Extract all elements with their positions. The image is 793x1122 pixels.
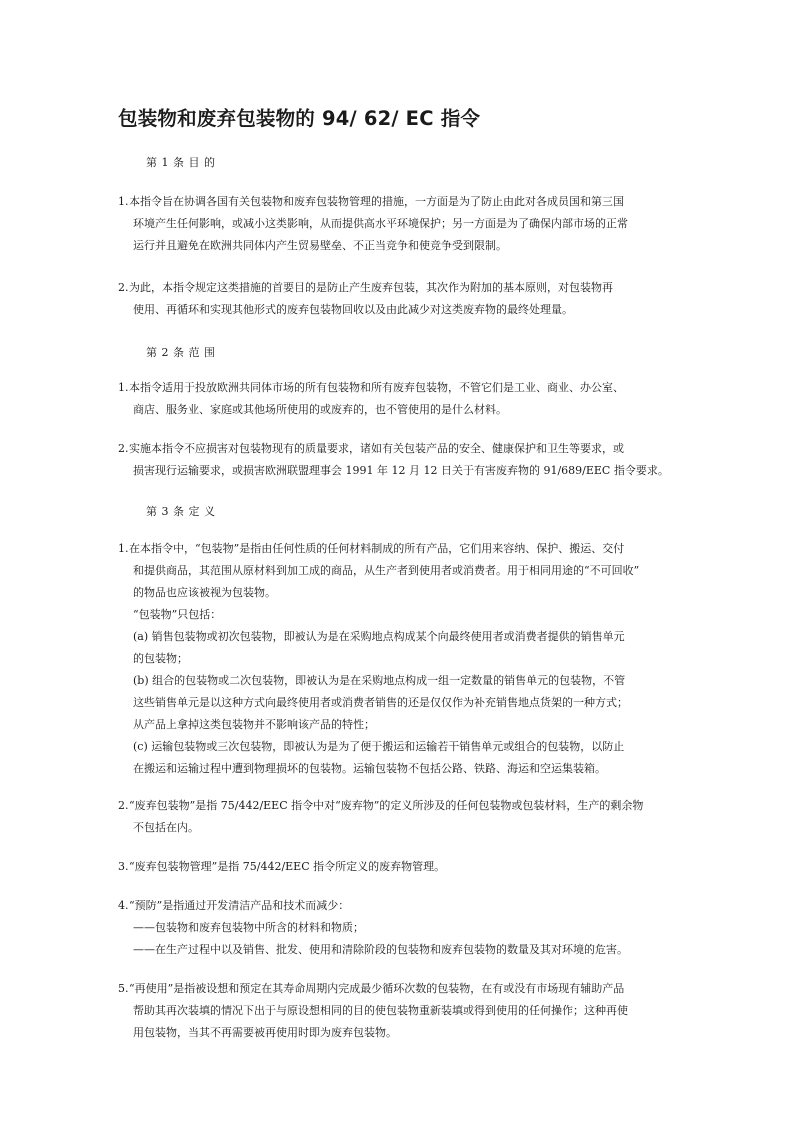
- article-3-para-5-line-2: 帮助其再次装填的情况下出于与原设想相同的目的使包装物重新装填或得到使用的任何操作；这种再使: [133, 1004, 628, 1017]
- article-3-para-2-number: 2.: [118, 799, 129, 812]
- document-title: 包装物和废弃包装物的 94/ 62/ EC 指令: [118, 107, 481, 130]
- article-2-para-1-line-1: 本指令适用于投放欧洲共同体市场的所有包装物和所有废弃包装物，不管它们是工业、商业、办公室、: [129, 381, 624, 394]
- article-3-para-4-number: 4.: [118, 899, 129, 912]
- article-3-para-1-line-9: 从产品上拿掉这类包装物并不影响该产品的特性；: [133, 718, 375, 731]
- article-3-para-5-line-3: 用包装物，当其不再需要被再使用时即为废弃包装物。: [133, 1026, 397, 1039]
- article-1-para-2-line-2: 使用、再循环和实现其他形式的废弃包装物回收以及由此减少对这类废弃物的最终处理量。: [133, 303, 573, 316]
- article-3-para-2-line-2: 不包括在内。: [133, 821, 199, 834]
- article-3-para-1-line-10: (c) 运输包装物或三次包装物，即被认为是为了便于搬运和运输若干销售单元或组合的包装物，以防止: [133, 740, 625, 753]
- article-3-para-1-line-1: 在本指令中，“包装物”是指由任何性质的任何材料制成的所有产品，它们用来容纳、保护、搬运、交付: [129, 542, 625, 555]
- article-3-para-1-line-6: 的包装物；: [133, 652, 188, 665]
- article-3-para-1-line-2: 和提供商品，其范围从原材料到加工成的商品，从生产者到使用者或消费者。用于相同用途的“不可回收”: [133, 564, 640, 577]
- article-3-para-2-line-1: “废弃包装物”是指 75/442/EEC 指令中对“废弃物”的定义所涉及的任何包装物或包装材料，生产的剩余物: [129, 799, 644, 812]
- article-3-para-3-line-1: “废弃包装物管理”是指 75/442/EEC 指令所定义的废弃物管理。: [129, 860, 446, 873]
- article-3-heading: 第 3 条 定 义: [146, 505, 216, 518]
- article-3-para-5-line-1: “再使用”是指被设想和预定在其寿命周期内完成最少循环次数的包装物，在有或没有市场现有辅助产品: [129, 982, 625, 995]
- article-2-heading: 第 2 条 范 围: [146, 346, 216, 359]
- article-2-para-2-line-1: 实施本指令不应损害对包装物现有的质量要求，诸如有关包装产品的安全、健康保护和卫生等要求，或: [129, 442, 624, 455]
- article-2-para-1-number: 1.: [118, 381, 129, 394]
- article-1-para-1-line-2: 环境产生任何影响，或减小这类影响，从而提供高水平环境保护；另一方面是为了确保内部市场的正常: [133, 217, 628, 230]
- article-3-para-4-line-2: ——包装物和废弃包装物中所含的材料和物质；: [133, 921, 364, 934]
- article-3-para-1-line-5: (a) 销售包装物或初次包装物，即被认为是在采购地点构成某个向最终使用者或消费者提供的销售单元: [133, 630, 625, 643]
- article-1-para-2-line-1: 为此，本指令规定这类措施的首要目的是防止产生废弃包装，其次作为附加的基本原则，对包装物再: [129, 281, 613, 294]
- article-3-para-4-line-1: “预防”是指通过开发清洁产品和技术而减少：: [129, 899, 350, 912]
- article-2-para-2-number: 2.: [118, 442, 129, 455]
- article-1-para-1-number: 1.: [118, 195, 129, 208]
- article-3-para-5-number: 5.: [118, 982, 129, 995]
- article-1-para-1-line-1: 本指令旨在协调各国有关包装物和废弃包装物管理的措施，一方面是为了防止由此对各成员国和第三国: [129, 195, 624, 208]
- article-3-para-1-line-11: 在搬运和运输过程中遭到物理损坏的包装物。运输包装物不包括公路、铁路、海运和空运集装箱。: [133, 762, 606, 775]
- article-3-para-4-line-3: ——在生产过程中以及销售、批发、使用和清除阶段的包装物和废弃包装物的数量及其对环境的危害。: [133, 943, 628, 956]
- article-2-para-1-line-2: 商店、服务业、家庭或其他场所使用的或废弃的，也不管使用的是什么材料。: [133, 403, 507, 416]
- article-1-para-2-number: 2.: [118, 281, 129, 294]
- article-3-para-3-number: 3.: [118, 860, 129, 873]
- article-3-para-1-line-7: (b) 组合的包装物或二次包装物，即被认为是在采购地点构成一组一定数量的销售单元的包装物，不管: [133, 674, 626, 687]
- article-1-para-1-line-3: 运行并且避免在欧洲共同体内产生贸易壁垒、不正当竞争和使竞争受到限制。: [133, 239, 507, 252]
- article-1-heading: 第 1 条 目 的: [146, 156, 216, 169]
- article-3-para-1-line-8: 这些销售单元是以这种方式向最终使用者或消费者销售的还是仅仅作为补充销售地点货架的一种方式；: [133, 696, 628, 709]
- article-3-para-1-line-4: “包装物”只包括：: [133, 608, 222, 621]
- article-3-para-1-line-3: 的物品也应该被视为包装物。: [133, 586, 276, 599]
- article-2-para-2-line-2: 损害现行运输要求，或损害欧洲联盟理事会 1991 年 12 月 12 日关于有害废弃物的 91/689/EEC 指令要求。: [133, 464, 669, 477]
- article-3-para-1-number: 1.: [118, 542, 129, 555]
